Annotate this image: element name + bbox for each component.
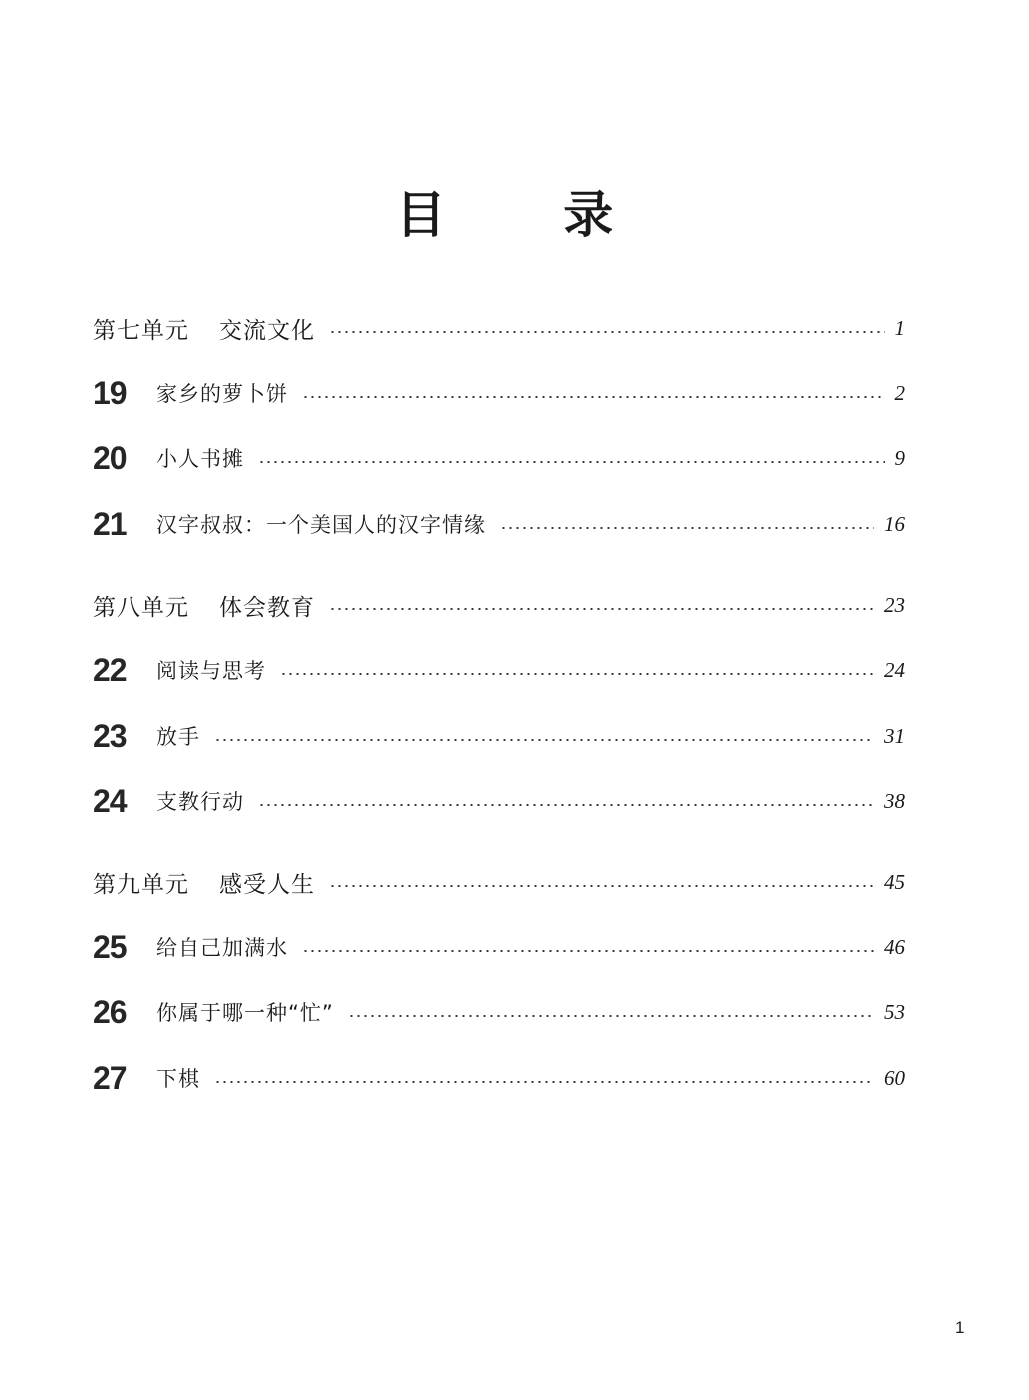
- page-number: 2: [894, 380, 905, 405]
- page-title: 目 录: [395, 186, 664, 244]
- page-number: 45: [884, 869, 905, 894]
- dot-leader: [280, 673, 874, 675]
- lesson-number: 26: [93, 993, 127, 1030]
- toc-lesson-25[interactable]: [93, 925, 905, 969]
- dot-leader: [258, 804, 874, 806]
- toc-unit-8[interactable]: [93, 583, 905, 627]
- lesson-number: 23: [93, 717, 127, 754]
- lesson-title: 小人书摊: [156, 447, 244, 471]
- page-number: 9: [894, 445, 905, 470]
- page-number: 24: [884, 657, 905, 682]
- toc-unit-9[interactable]: [93, 860, 905, 904]
- toc-lesson-26[interactable]: [93, 990, 905, 1034]
- page-number: 23: [884, 592, 905, 617]
- toc-lesson-22[interactable]: [93, 648, 905, 692]
- page-number: 1: [894, 315, 905, 340]
- page-number: 46: [884, 934, 905, 959]
- toc-lesson-19[interactable]: [93, 371, 905, 415]
- lesson-title: 你属于哪一种“忙”: [156, 1001, 334, 1025]
- lesson-number: 25: [93, 928, 127, 965]
- lesson-number: 27: [93, 1059, 127, 1096]
- dot-leader: [302, 950, 874, 952]
- dot-leader: [214, 1081, 874, 1083]
- page-number: 16: [884, 511, 905, 536]
- lesson-number: 24: [93, 782, 127, 819]
- lesson-number: 22: [93, 651, 127, 688]
- toc-unit-7[interactable]: [93, 306, 905, 350]
- folio-page-number: 1: [955, 1318, 965, 1337]
- unit-label: 第七单元 交流文化: [93, 317, 315, 344]
- dot-leader: [329, 885, 874, 887]
- dot-leader: [329, 608, 874, 610]
- lesson-number: 21: [93, 505, 127, 542]
- page-number: 38: [884, 788, 905, 813]
- dot-leader: [214, 739, 874, 741]
- lesson-title: 支教行动: [156, 790, 244, 814]
- toc-lesson-23[interactable]: [93, 714, 905, 758]
- dot-leader: [500, 527, 874, 529]
- lesson-title: 给自己加满水: [156, 936, 288, 960]
- toc-lesson-27[interactable]: [93, 1056, 905, 1100]
- lesson-number: 20: [93, 439, 127, 476]
- lesson-number: 19: [93, 374, 127, 411]
- unit-label: 第九单元 感受人生: [93, 871, 315, 898]
- dot-leader: [302, 396, 885, 398]
- unit-label: 第八单元 体会教育: [93, 594, 315, 621]
- page-number: 53: [884, 999, 905, 1024]
- page-number: 60: [884, 1065, 905, 1090]
- lesson-title: 放手: [156, 725, 200, 749]
- dot-leader: [258, 461, 885, 463]
- lesson-title: 汉字叔叔：一个美国人的汉字情缘: [156, 513, 486, 537]
- toc-lesson-20[interactable]: [93, 436, 905, 480]
- dot-leader: [329, 331, 885, 333]
- lesson-title: 阅读与思考: [156, 659, 266, 683]
- lesson-title: 下棋: [156, 1067, 200, 1091]
- dot-leader: [348, 1015, 874, 1017]
- toc-lesson-24[interactable]: [93, 779, 905, 823]
- lesson-title: 家乡的萝卜饼: [156, 382, 288, 406]
- page-number: 31: [884, 723, 905, 748]
- toc-lesson-21[interactable]: [93, 502, 905, 546]
